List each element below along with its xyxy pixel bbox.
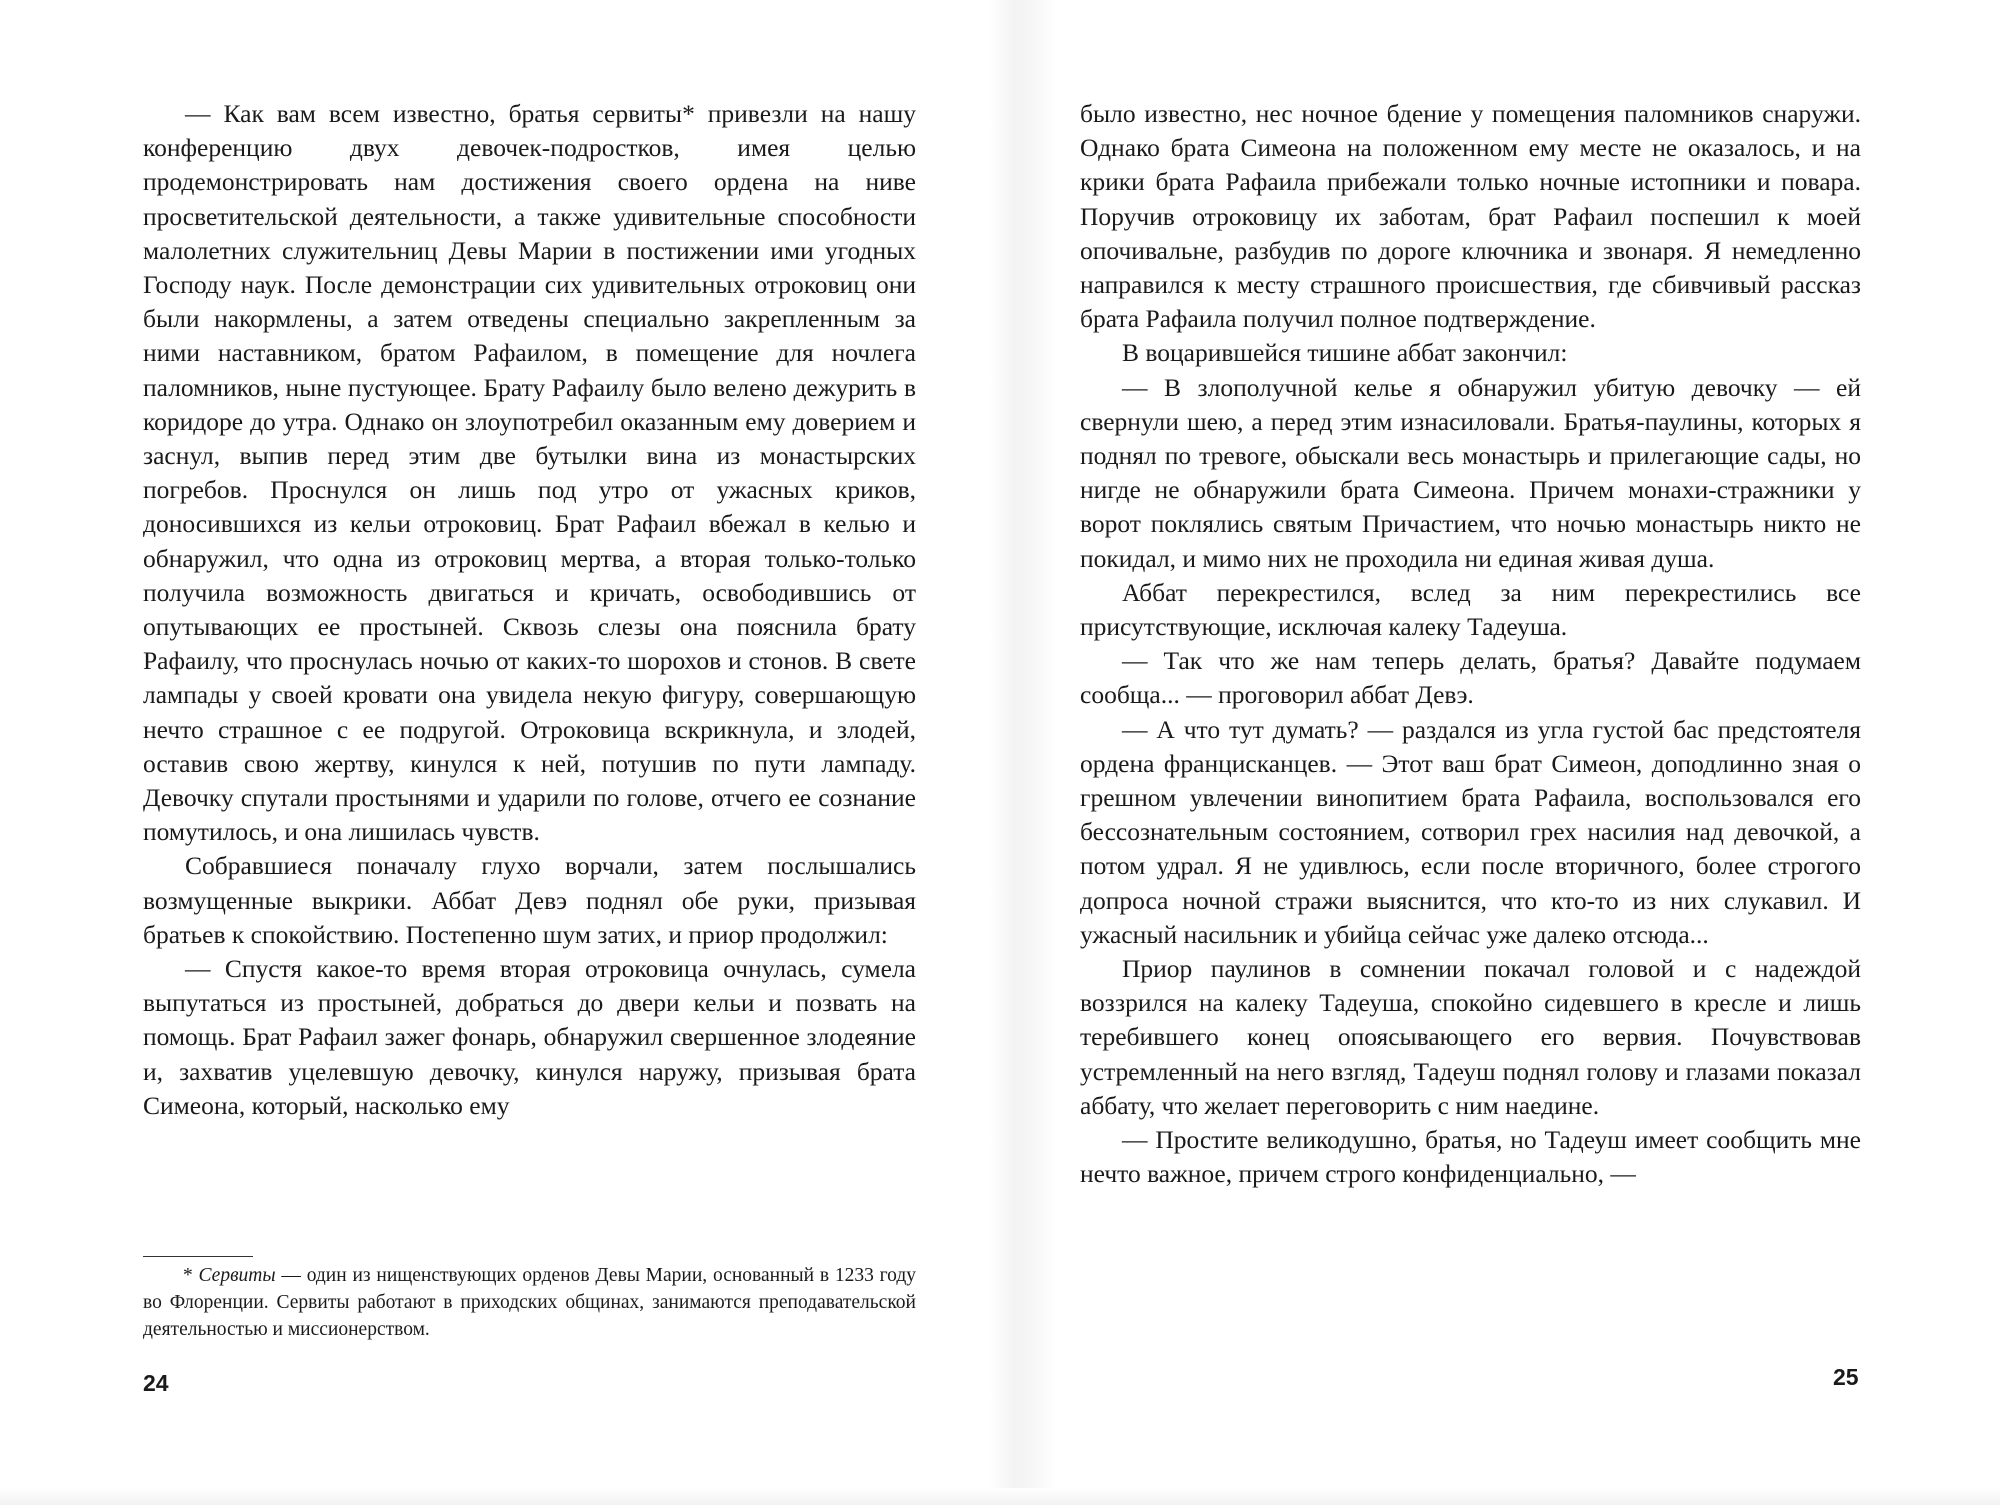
paragraph: — Как вам всем известно, братья сервиты* привезли на нашу конференцию двух девочек-подростков, имея целью продемонстрировать нам достижения своего ордена на ниве просветительской деятельности, а также удивительные способности малолетних служительниц Девы Марии в постижении ими угодных Господу наук. После демонстрации сих удивительных отроковиц они были накормлены, а затем отведены специально закрепленным за ними наставником, братом Рафаилом, в помещение для ночлега паломников, ныне пустующее. Брату Рафаилу было велено дежурить в коридоре до утра. Однако он злоупотребил оказанным ему доверием и заснул, выпив перед этим две бутылки вина из монастырских погребов. Проснулся он лишь под утро от ужасных криков, доносившихся из кельи отроковиц. Брат Рафаил вбежал в келью и обнаружил, что одна из отроковиц мертва, а вторая только-только получила возможность двигаться и кричать, освободившись от опутывающих ее простыней. Сквозь слезы она пояснила брату Рафаилу, что проснулась ночью от каких-то шорохов и стонов. В свете лампады у своей кровати она увидела некую фигуру, совершающую нечто страшное с ее подругой. Отроковица вскрикнула, и злодей, оставив свою жертву, кинулся к ней, потушив по пути лампаду. Девочку спутали простынями и ударили по голове, отчего ее сознание помутилось, и она лишилась чувств. [143, 99, 916, 847]
left-page-body [143, 97, 916, 1123]
footnote-divider [143, 1256, 253, 1257]
footnote [143, 1262, 916, 1343]
right-page [1000, 0, 2000, 1505]
footnote-text: — один из нищенствующих орденов Девы Марии, основанный в 1233 году во Флоренции. Сервиты работают в приходских общинах, занимаются преподавательской деятельностью и миссионерством. [143, 1265, 916, 1340]
continued-paragraph: было известно, нес ночное бдение у помещения паломников снаружи. Однако брата Симеона на положенном ему месте не оказалось, и на крики брата Рафаила прибежали только ночные истопники и повара. Поручив отроковицу их заботам, брат Рафаил поспешил к моей опочивальне, разбудив по дороге ключника и звонаря. Я немедленно направился к месту страшного происшествия, где сбивчивый рассказ брата Рафаила получил полное подтверждение. [1080, 99, 1861, 334]
paragraph: — А что тут думать? — раздался из угла густой бас предстоятеля ордена францисканцев. — Этот ваш брат Симеон, доподлинно зная о грешном увлечении винопитием брата Рафаила, воспользовался его бессознательным состоянием, сотворил грех насилия над девочкой, а потом удрал. Я не удивлюсь, если после вторичного, более строгого допроса ночной стражи выяснится, что кто-то из них слукавил. И ужасный насильник и убийца сейчас уже далеко отсюда... [1080, 714, 1861, 949]
right-page-body [1080, 97, 1861, 1192]
paragraph: В воцарившейся тишине аббат закончил: [1122, 338, 1568, 368]
paragraph: — Так что же нам теперь делать, братья? Давайте подумаем сообща... — проговорил аббат Девэ. [1080, 646, 1861, 710]
paragraph: Приор паулинов в сомнении покачал головой и с надеждой воззрился на калеку Тадеуша, спокойно сидевшего в кресле и лишь теребившего конец опоясывающего его вервия. Почувствовав устремленный на него взгляд, Тадеуш поднял голову и глазами показал аббату, что желает переговорить с ним наедине. [1080, 954, 1861, 1120]
book-gutter [990, 0, 1058, 1505]
paragraph: — Простите великодушно, братья, но Тадеуш имеет сообщить мне нечто важное, причем строго конфиденциально, — [1080, 1125, 1861, 1189]
paragraph: — В злополучной келье я обнаружил убитую девочку — ей свернули шею, а перед этим изнасиловали. Братья-паулины, которых я поднял по тревоге, обыскали весь монастырь и прилегающие сады, но нигде не обнаружили брата Симеона. Причем монахи-стражники у ворот поклялись святым Причастием, что ночью монастырь никто не покидал, и мимо них не проходила ни единая живая душа. [1080, 372, 1861, 573]
page-bottom-edge [0, 1488, 2000, 1505]
page-number-right: 25 [1833, 1364, 1859, 1390]
paragraph: Собравшиеся поначалу глухо ворчали, затем послышались возмущенные выкрики. Аббат Девэ поднял обе руки, призывая братьев к спокойствию. Постепенно шум затих, и приор продолжил: [143, 851, 916, 949]
page-number-left: 24 [143, 1370, 169, 1396]
paragraph: Аббат перекрестился, вслед за ним перекрестились все присутствующие, исключая калеку Тадеуша. [1080, 577, 1861, 642]
footnote-term: Сервиты [198, 1265, 276, 1286]
footnote-mark: * [183, 1265, 193, 1286]
paragraph: — Спустя какое-то время вторая отроковица очнулась, сумела выпутаться из простыней, добраться до двери кельи и позвать на помощь. Брат Рафаил зажег фонарь, обнаружил свершенное злодеяние и, захватив уцелевшую девочку, кинулся наружу, призывая брата Симеона, который, насколько ему [143, 954, 916, 1120]
